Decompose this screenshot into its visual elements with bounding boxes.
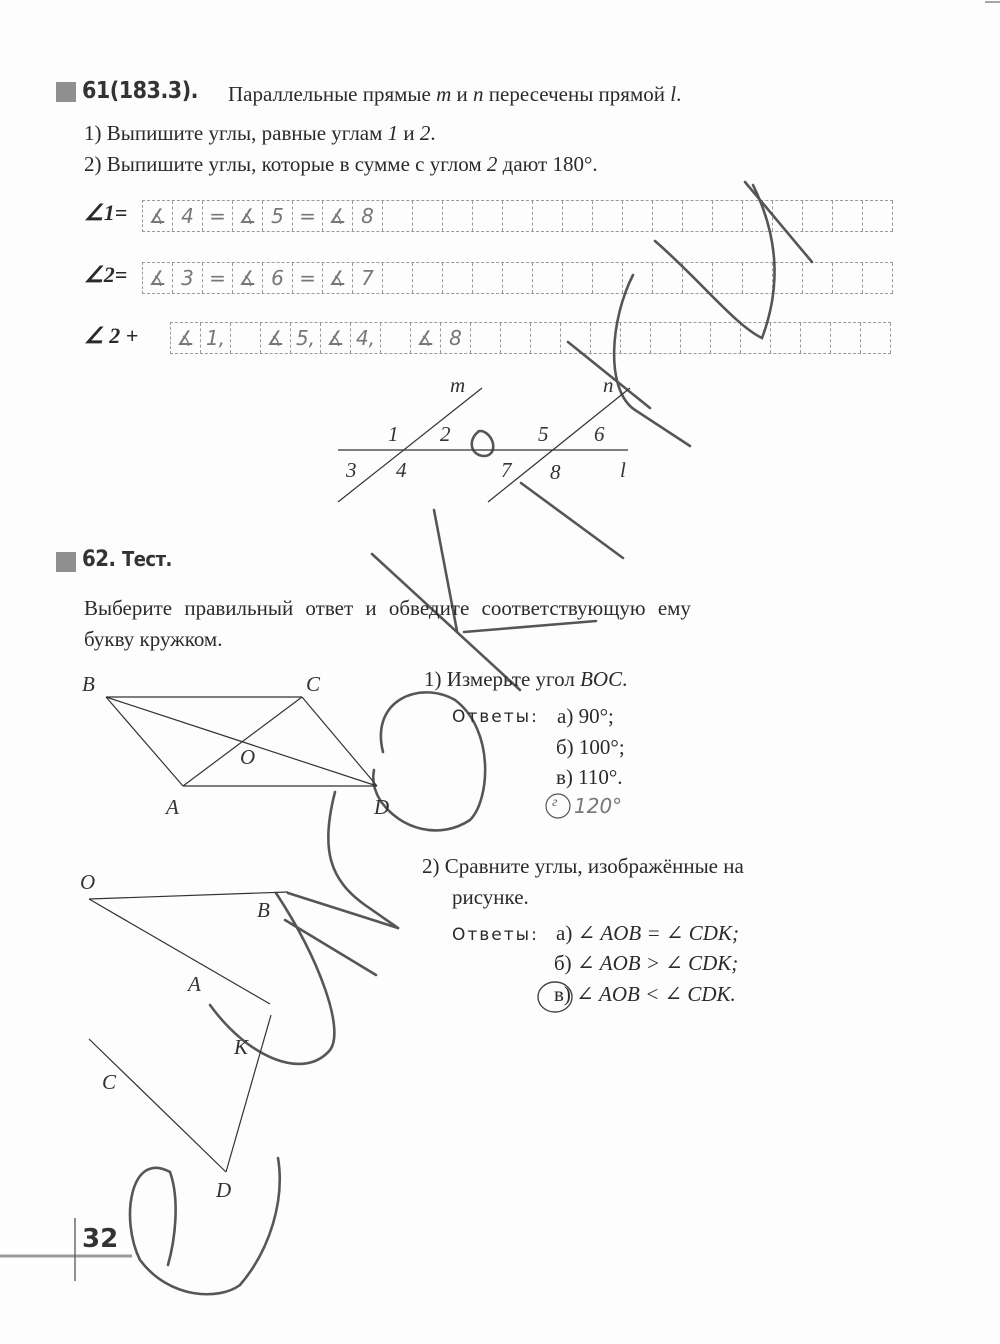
q2-answers-label: Ответы: xyxy=(452,925,539,945)
grid-cell[interactable]: 8 xyxy=(353,201,383,231)
q2-prompt-line-1: 2) Сравните углы, изображённые на xyxy=(422,854,744,878)
grid-cell[interactable]: 6 xyxy=(263,263,293,293)
task-62-number: 62. Тест. xyxy=(82,547,172,572)
q2-option-b[interactable]: б) ∠ AOB > ∠ CDK; xyxy=(554,951,739,975)
grid-cell[interactable]: = xyxy=(293,201,323,231)
q2-option-a[interactable]: а) ∠ AOB = ∠ CDK; xyxy=(556,921,739,945)
point-label-A: A xyxy=(166,795,179,819)
grid-cell[interactable]: ∡ xyxy=(143,263,173,293)
line-label-m: m xyxy=(450,373,466,397)
grid-cell[interactable]: ∡ xyxy=(261,323,291,353)
point-label-C: C xyxy=(306,672,321,696)
task-61-item-2: 2) Выпишите углы, которые в сумме с углом 2 дают 180°. xyxy=(84,152,598,176)
task-61-number: 61(183.3). xyxy=(82,78,199,104)
q1-option-b[interactable]: б) 100°; xyxy=(556,735,625,759)
point-label-D2: D xyxy=(216,1178,232,1202)
grid-cell[interactable]: ∡ xyxy=(233,201,263,231)
q1-option-v[interactable]: в) 110°. xyxy=(556,765,623,789)
angle-label-1: 1 xyxy=(388,422,399,446)
q1-handwritten-letter: г xyxy=(552,795,558,810)
grid-cell[interactable]: 1, xyxy=(201,323,231,353)
grid-cell[interactable]: = xyxy=(203,201,233,231)
task-61-item-1: 1) Выпишите углы, равные углам 1 и 2. xyxy=(84,121,436,145)
point-label-D: D xyxy=(374,795,390,819)
point-label-A2: A xyxy=(188,972,201,996)
point-label-K: K xyxy=(234,1035,249,1059)
task-62-instructions-line-1: Выберите правильный ответ и обведите соответствующую ему xyxy=(84,596,691,620)
point-label-O: O xyxy=(240,745,256,769)
grid-cell[interactable]: ∡ xyxy=(143,201,173,231)
q1-option-a[interactable]: а) 90°; xyxy=(557,704,614,728)
grid-cell[interactable]: ∡ xyxy=(233,263,263,293)
task-61-title: Параллельные прямые m и n пересечены прямой l. xyxy=(228,82,682,106)
grid-cell[interactable]: = xyxy=(293,263,323,293)
angle-label-3: 3 xyxy=(346,458,357,482)
parallelogram-figure xyxy=(106,697,377,786)
grid-cell[interactable]: 5 xyxy=(263,201,293,231)
angle-label-7: 7 xyxy=(501,458,512,482)
grid-cell[interactable]: ∡ xyxy=(321,323,351,353)
circled-g-mark xyxy=(546,794,570,818)
task-62-instructions-line-2: букву кружком. xyxy=(84,627,223,651)
grid-cell[interactable]: 7 xyxy=(353,263,383,293)
angle-label-5: 5 xyxy=(538,422,549,446)
angle-label-2: 2 xyxy=(440,422,451,446)
grid-cell[interactable]: ∡ xyxy=(323,201,353,231)
grid-cell[interactable]: ∡ xyxy=(411,323,441,353)
point-label-C2: C xyxy=(102,1070,117,1094)
grid-cell[interactable]: 5, xyxy=(291,323,321,353)
q2-prompt-line-2: рисунке. xyxy=(452,885,529,909)
point-label-B: B xyxy=(82,672,95,696)
angles-figure xyxy=(89,892,288,1172)
grid-cell[interactable]: 3 xyxy=(173,263,203,293)
angle-label-6: 6 xyxy=(594,422,605,446)
angle-label-8: 8 xyxy=(550,460,561,484)
task-marker xyxy=(56,552,76,572)
grid-cell[interactable]: = xyxy=(203,263,233,293)
point-label-O2: O xyxy=(80,870,96,894)
grid-cell[interactable]: 8 xyxy=(441,323,471,353)
row-1-label: ∠1= xyxy=(84,200,128,225)
q2-option-v[interactable]: в) ∠ AOB < ∠ CDK. xyxy=(554,982,736,1006)
q1-answers-label: Ответы: xyxy=(452,707,539,727)
grid-cell[interactable]: 4 xyxy=(173,201,203,231)
point-label-B2: B xyxy=(257,898,270,922)
row-3-label: ∠ 2 + xyxy=(84,323,139,348)
q1-prompt: 1) Измерьте угол BOC. xyxy=(424,667,628,691)
grid-cell[interactable]: 4, xyxy=(351,323,381,353)
angle-label-4: 4 xyxy=(396,458,407,482)
line-label-n: n xyxy=(603,373,614,397)
page-number: 32 xyxy=(82,1224,119,1254)
q1-handwritten-answer: 120° xyxy=(574,794,623,818)
row-2-label: ∠2= xyxy=(84,262,128,287)
grid-cell[interactable]: ∡ xyxy=(171,323,201,353)
line-label-l: l xyxy=(620,458,626,482)
grid-cell[interactable]: ∡ xyxy=(323,263,353,293)
